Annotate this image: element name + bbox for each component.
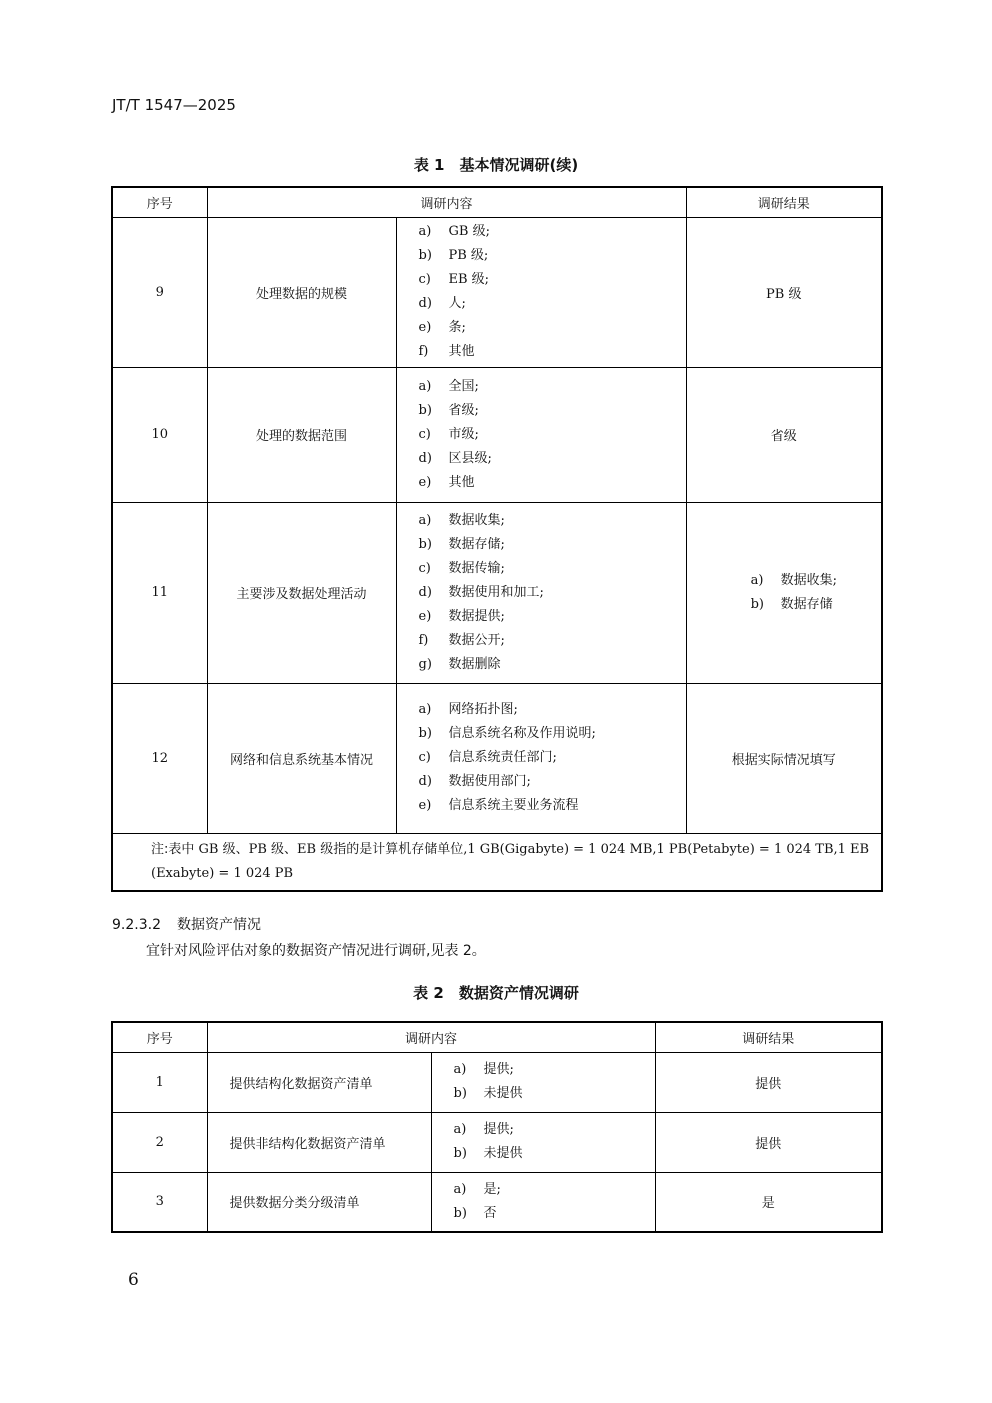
option-text: 未提供	[483, 1086, 523, 1101]
option-item	[751, 569, 837, 593]
row-result: 提供	[655, 1052, 882, 1112]
option-marker: c)	[418, 750, 431, 765]
option-item	[419, 423, 680, 447]
row-number: 9	[112, 217, 207, 367]
option-item	[454, 1202, 649, 1226]
option-text: PB 级;	[448, 248, 489, 263]
table-row	[112, 1112, 882, 1172]
table2-header-result: 调研结果	[655, 1022, 882, 1052]
option-text: 数据收集;	[448, 512, 505, 528]
option-marker: b)	[418, 536, 432, 552]
option-text: 数据存储;	[448, 536, 505, 552]
table-row	[112, 1172, 882, 1232]
option-item	[419, 292, 680, 316]
row-result: 是	[655, 1172, 882, 1232]
options-list	[403, 698, 680, 818]
option-marker: a)	[418, 224, 432, 239]
option-item	[419, 471, 680, 495]
row-number: 12	[112, 683, 207, 833]
option-text: 信息系统名称及作用说明;	[448, 726, 596, 741]
option-text: 信息系统主要业务流程	[448, 798, 579, 813]
page-number: 6	[128, 1270, 139, 1290]
option-text: 人;	[448, 296, 466, 311]
option-marker: a)	[453, 1122, 467, 1137]
row-item: 提供数据分类分级清单	[207, 1172, 431, 1232]
option-text: 其他	[448, 344, 475, 359]
row-item: 处理数据的规模	[207, 217, 396, 367]
option-item	[419, 722, 680, 746]
options-list	[403, 509, 680, 677]
option-marker: f)	[418, 344, 429, 359]
section-number: 9.2.3.2	[112, 917, 161, 933]
option-marker: a)	[418, 702, 432, 717]
option-text: 省级;	[448, 402, 479, 418]
body-paragraph: 宜针对风险评估对象的数据资产情况进行调研,见表 2。	[146, 943, 486, 959]
row-result	[686, 502, 882, 683]
row-number: 3	[112, 1172, 207, 1232]
option-text: 否	[483, 1205, 497, 1221]
option-marker: a)	[418, 378, 432, 394]
row-item: 提供结构化数据资产清单	[207, 1052, 431, 1112]
option-item	[419, 698, 680, 722]
note-text: 表中 GB 级、PB 级、EB 级指的是计算机存储单位,1 GB(Gigabyte) = 1 024 MB,1 PB(Petabyte) = 1 024 TB,1 EB (Exabyte) = 1 024 PB	[151, 841, 870, 881]
option-item	[419, 770, 680, 794]
options-list	[403, 220, 680, 364]
option-marker: b)	[750, 596, 764, 612]
option-item	[454, 1082, 649, 1106]
option-text: 区县级;	[448, 450, 492, 466]
option-item	[419, 533, 680, 557]
table1-note	[112, 833, 882, 891]
options-list	[438, 1118, 649, 1166]
row-item: 主要涉及数据处理活动	[207, 502, 396, 683]
option-text: EB 级;	[448, 272, 490, 287]
result-list	[731, 569, 837, 617]
row-item: 提供非结构化数据资产清单	[207, 1112, 431, 1172]
option-text: 信息系统责任部门;	[448, 750, 557, 765]
table2	[111, 1021, 883, 1233]
option-text: 网络拓扑图;	[448, 702, 518, 717]
option-marker: e)	[418, 320, 432, 335]
row-options	[396, 217, 686, 367]
option-item	[419, 509, 680, 533]
row-result	[686, 217, 882, 367]
table2-header-content: 调研内容	[207, 1022, 655, 1052]
table-row	[112, 367, 882, 502]
section-title: 数据资产情况	[176, 917, 261, 933]
row-result	[686, 367, 882, 502]
options-list	[438, 1058, 649, 1106]
table-row	[112, 217, 882, 367]
option-text: 全国;	[448, 378, 479, 394]
option-item	[419, 399, 680, 423]
option-item	[419, 605, 680, 629]
option-item	[419, 244, 680, 268]
option-marker: e)	[418, 608, 432, 624]
option-marker: b)	[453, 1146, 467, 1161]
option-marker: d)	[418, 296, 432, 311]
option-text: 未提供	[483, 1146, 523, 1161]
row-number: 2	[112, 1112, 207, 1172]
table2-body	[112, 1052, 882, 1232]
option-marker: g)	[418, 656, 432, 672]
table2-caption: 表 2 数据资产情况调研	[413, 984, 579, 1002]
row-number: 10	[112, 367, 207, 502]
row-result	[686, 683, 882, 833]
option-marker: c)	[418, 426, 431, 442]
option-item	[419, 375, 680, 399]
option-marker: e)	[418, 474, 432, 490]
option-marker: c)	[418, 272, 431, 287]
option-text: 数据公开;	[448, 632, 505, 648]
note-label: 注:	[151, 841, 169, 857]
table2-header-no: 序号	[112, 1022, 207, 1052]
option-item	[419, 653, 680, 677]
option-item	[419, 629, 680, 653]
option-item	[419, 746, 680, 770]
section-heading	[112, 914, 261, 934]
option-item	[419, 340, 680, 364]
option-marker: a)	[453, 1181, 467, 1197]
option-text: 数据使用部门;	[448, 774, 531, 789]
row-options	[396, 367, 686, 502]
table1-header-content: 调研内容	[207, 187, 686, 217]
option-text: 数据收集;	[780, 572, 837, 588]
option-item	[419, 794, 680, 818]
option-item	[419, 268, 680, 292]
table1	[111, 186, 883, 892]
row-options	[431, 1172, 655, 1232]
row-number: 11	[112, 502, 207, 683]
option-text: 是;	[483, 1181, 501, 1197]
option-marker: e)	[418, 798, 432, 813]
option-text: 条;	[448, 320, 466, 335]
option-marker: c)	[418, 560, 431, 576]
table-row	[112, 1052, 882, 1112]
option-text: 数据删除	[448, 656, 501, 672]
option-marker: b)	[453, 1086, 467, 1101]
option-item	[454, 1118, 649, 1142]
option-item	[419, 581, 680, 605]
options-list	[438, 1178, 649, 1226]
option-item	[419, 557, 680, 581]
table1-header-result: 调研结果	[686, 187, 882, 217]
option-text: 市级;	[448, 426, 479, 442]
option-marker: d)	[418, 584, 432, 600]
option-item	[454, 1058, 649, 1082]
option-item	[454, 1142, 649, 1166]
result-text: 根据实际情况填写	[731, 752, 836, 768]
option-text: 数据传输;	[448, 560, 505, 576]
row-item: 网络和信息系统基本情况	[207, 683, 396, 833]
option-item	[419, 220, 680, 244]
option-marker: a)	[453, 1062, 467, 1077]
row-options	[431, 1112, 655, 1172]
option-text: 提供;	[483, 1062, 514, 1077]
option-item	[454, 1178, 649, 1202]
row-result: 提供	[655, 1112, 882, 1172]
row-number: 1	[112, 1052, 207, 1112]
option-marker: b)	[418, 248, 432, 263]
option-marker: d)	[418, 450, 432, 466]
option-marker: a)	[750, 572, 764, 588]
table-row	[112, 683, 882, 833]
row-options	[396, 502, 686, 683]
option-text: 其他	[448, 474, 475, 490]
option-marker: a)	[418, 512, 432, 528]
option-marker: d)	[418, 774, 432, 789]
option-text: 数据使用和加工;	[448, 584, 544, 600]
option-marker: b)	[418, 402, 432, 418]
option-marker: b)	[418, 726, 432, 741]
option-item	[419, 447, 680, 471]
result-text: 省级	[770, 429, 797, 444]
option-text: 数据提供;	[448, 608, 505, 624]
table-row	[112, 502, 882, 683]
option-text: GB 级;	[448, 224, 490, 239]
option-marker: f)	[418, 632, 429, 648]
result-text: PB 级	[766, 286, 802, 302]
option-item	[751, 593, 837, 617]
table1-header-no: 序号	[112, 187, 207, 217]
row-options	[431, 1052, 655, 1112]
standard-code: JT/T 1547—2025	[112, 96, 236, 114]
options-list	[403, 375, 680, 495]
row-options	[396, 683, 686, 833]
option-text: 数据存储	[780, 596, 833, 612]
table1-caption: 表 1 基本情况调研(续)	[413, 156, 579, 174]
option-text: 提供;	[483, 1122, 514, 1137]
option-marker: b)	[453, 1205, 467, 1221]
table1-body	[112, 217, 882, 833]
option-item	[419, 316, 680, 340]
row-item: 处理的数据范围	[207, 367, 396, 502]
